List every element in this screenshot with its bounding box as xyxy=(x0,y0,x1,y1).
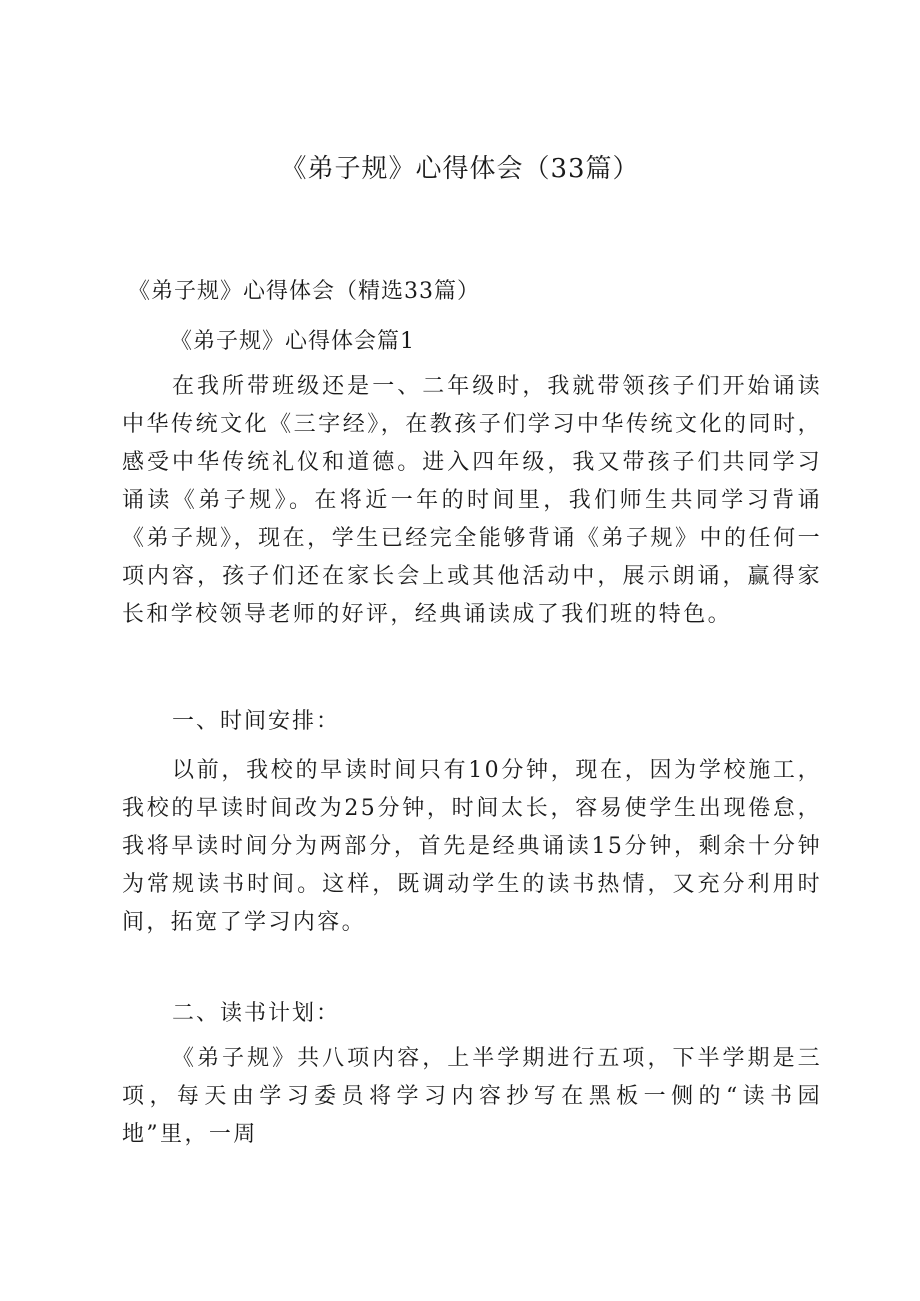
paragraph-intro: 在我所带班级还是一、二年级时，我就带领孩子们开始诵读中华传统文化《三字经》，在教孩子们学习中华传统文化的同时，感受中华传统礼仪和道德。进入四年级，我又带孩子们共同学习诵读《弟子规》。在将近一年的时间里，我们师生共同学习背诵《弟子规》，现在，学生已经完全能够背诵《弟子规》中的任何一项内容，孩子们还在家长会上或其他活动中，展示朗诵，赢得家长和学校领导老师的好评，经典诵读成了我们班的特色。 xyxy=(122,374,822,627)
chapter-heading: 《弟子规》心得体会篇1 xyxy=(170,329,415,354)
document-title: 《弟子规》心得体会（33篇） xyxy=(280,154,640,184)
paragraph-reading-plan: 《弟子规》共八项内容，上半学期进行五项，下半学期是三项，每天由学习委员将学习内容抄写在黑板一侧的“读书园地”里，一周 xyxy=(122,1046,822,1147)
section-heading-schedule: 一、时间安排： xyxy=(172,709,341,734)
paragraph-schedule: 以前，我校的早读时间只有10分钟，现在，因为学校施工，我校的早读时间改为25分钟，时间太长，容易使学生出现倦怠，我将早读时间分为两部分，首先是经典诵读15分钟，剩余十分钟为常规读书时间。这样，既调动学生的读书热情，又充分利用时间，拓宽了学习内容。 xyxy=(122,758,822,935)
section-heading-reading-plan: 二、读书计划： xyxy=(172,1001,341,1026)
document-subtitle: 《弟子规》心得体会（精选33篇） xyxy=(128,279,480,304)
